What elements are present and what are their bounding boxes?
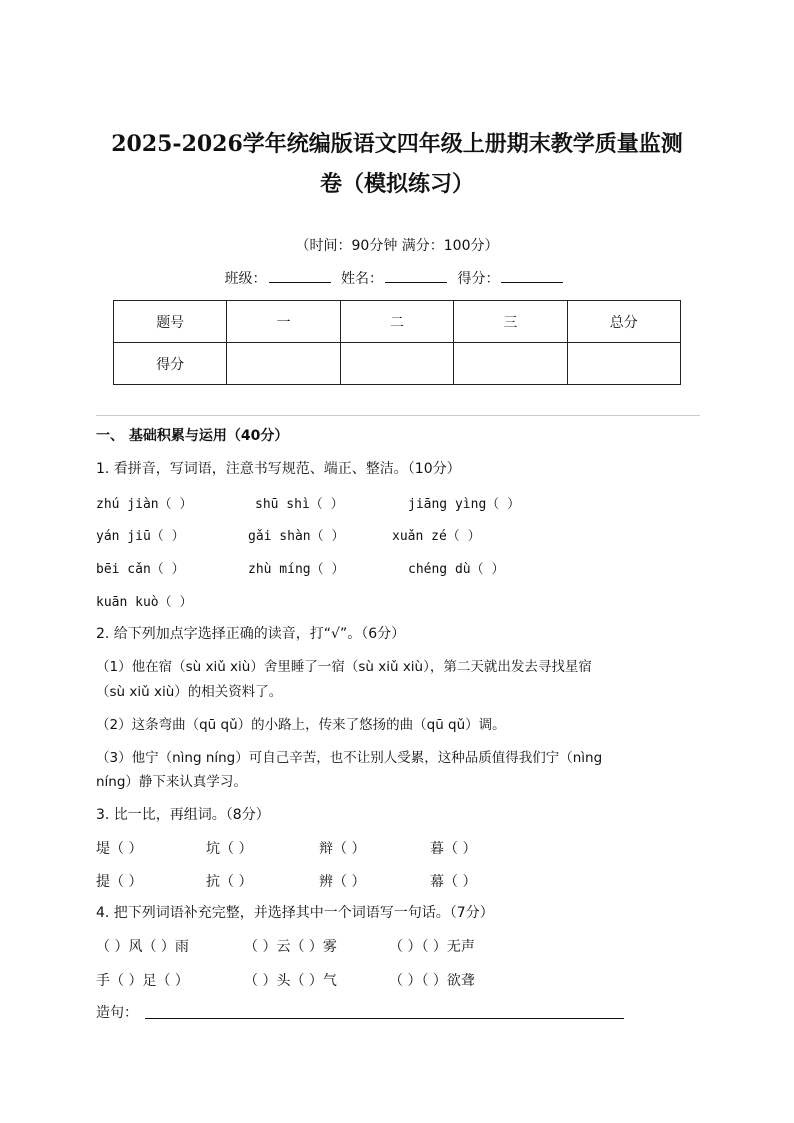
- q2-sentence-3a: （3）他宁（nìng níng）可自己辛苦，也不让别人受累，这种品质值得我们宁（nìng: [96, 750, 603, 766]
- score-row-label: 得分: [114, 343, 227, 385]
- q4-sentence-label: 造句：: [96, 1005, 138, 1021]
- q1-item[interactable]: kuān kuò（ ）: [96, 595, 193, 610]
- q2-stem: 2. 给下列加点字选择正确的读音，打“√”。（6分）: [96, 626, 406, 642]
- q3-item[interactable]: 幕（ ）: [430, 874, 477, 890]
- divider: [96, 415, 700, 416]
- q4-idiom[interactable]: （ ）（ ）无声: [389, 939, 475, 955]
- exam-time-info: （时间：90分钟 满分：100分）: [295, 238, 499, 254]
- q3-item[interactable]: 提（ ）: [96, 874, 143, 890]
- score-cell-1[interactable]: [227, 343, 340, 385]
- q2-sentence-3b: níng）静下来认真学习。: [96, 774, 247, 790]
- q1-item[interactable]: yán jiū（ ）: [96, 529, 185, 544]
- q4-idiom[interactable]: 手（ ）足（ ）: [96, 973, 189, 989]
- q1-item[interactable]: jiāng yìng（ ）: [408, 497, 521, 512]
- score-table-score-row: [114, 343, 681, 385]
- q1-item[interactable]: bēi cǎn（ ）: [96, 562, 185, 577]
- q4-stem: 4. 把下列词语补充完整，并选择其中一个词语写一句话。（7分）: [96, 905, 494, 921]
- q2-sentence-1a: （1）他在宿（sù xiǔ xiù）舍里睡了一宿（sù xiǔ xiù），第二天就出发去寻找星宿: [96, 659, 592, 675]
- q4-idiom[interactable]: （ ）风（ ）雨: [96, 939, 189, 955]
- header-cell-3: 三: [454, 301, 567, 343]
- class-blank[interactable]: [269, 268, 331, 283]
- q3-item[interactable]: 辨（ ）: [319, 874, 366, 890]
- q2-sentence-1b: （sù xiǔ xiù）的相关资料了。: [96, 684, 283, 700]
- student-info-row: [0, 268, 794, 288]
- score-table: [113, 300, 681, 385]
- score-cell-total[interactable]: [567, 343, 680, 385]
- q1-item[interactable]: chéng dù（ ）: [408, 562, 505, 577]
- name-blank[interactable]: [385, 268, 447, 283]
- header-cell-2: 二: [340, 301, 453, 343]
- q3-item[interactable]: 辩（ ）: [319, 841, 366, 857]
- q3-item[interactable]: 坑（ ）: [206, 841, 253, 857]
- header-cell-number: 题号: [114, 301, 227, 343]
- score-blank[interactable]: [501, 268, 563, 283]
- q4-idiom[interactable]: （ ）云（ ）雾: [244, 939, 337, 955]
- q1-item[interactable]: zhù míng（ ）: [248, 562, 345, 577]
- q3-item[interactable]: 暮（ ）: [430, 841, 477, 857]
- q4-idiom[interactable]: （ ）头（ ）气: [244, 973, 337, 989]
- score-label: 得分：: [457, 271, 500, 287]
- header-cell-total: 总分: [567, 301, 680, 343]
- exam-title-line2: 卷（模拟练习）: [319, 171, 474, 197]
- q3-item[interactable]: 堤（ ）: [96, 841, 143, 857]
- score-cell-2[interactable]: [340, 343, 453, 385]
- header-cell-1: 一: [227, 301, 340, 343]
- q1-item[interactable]: xuǎn zé（ ）: [392, 529, 481, 544]
- score-cell-3[interactable]: [454, 343, 567, 385]
- q3-stem: 3. 比一比，再组词。（8分）: [96, 807, 270, 823]
- q2-sentence-2: （2）这条弯曲（qū qǔ）的小路上，传来了悠扬的曲（qū qǔ）调。: [96, 717, 506, 733]
- q1-stem: 1. 看拼音，写词语，注意书写规范、端正、整洁。（10分）: [96, 461, 461, 477]
- q3-item[interactable]: 抗（ ）: [206, 874, 253, 890]
- score-table-header-row: [114, 301, 681, 343]
- section1-heading: 一、 基础积累与运用（40分）: [96, 428, 289, 444]
- q4-idiom[interactable]: （ ）（ ）欲聋: [389, 973, 475, 989]
- class-label: 班级：: [224, 271, 267, 287]
- q1-item[interactable]: gǎi shàn（ ）: [248, 529, 345, 544]
- exam-title-line1: 2025-2026学年统编版语文四年级上册期末教学质量监测: [111, 131, 683, 157]
- q4-sentence-answer-line[interactable]: [145, 1018, 624, 1019]
- q1-item[interactable]: shū shì（ ）: [255, 497, 344, 512]
- q1-item[interactable]: zhú jiàn（ ）: [96, 497, 193, 512]
- name-label: 姓名：: [341, 271, 383, 287]
